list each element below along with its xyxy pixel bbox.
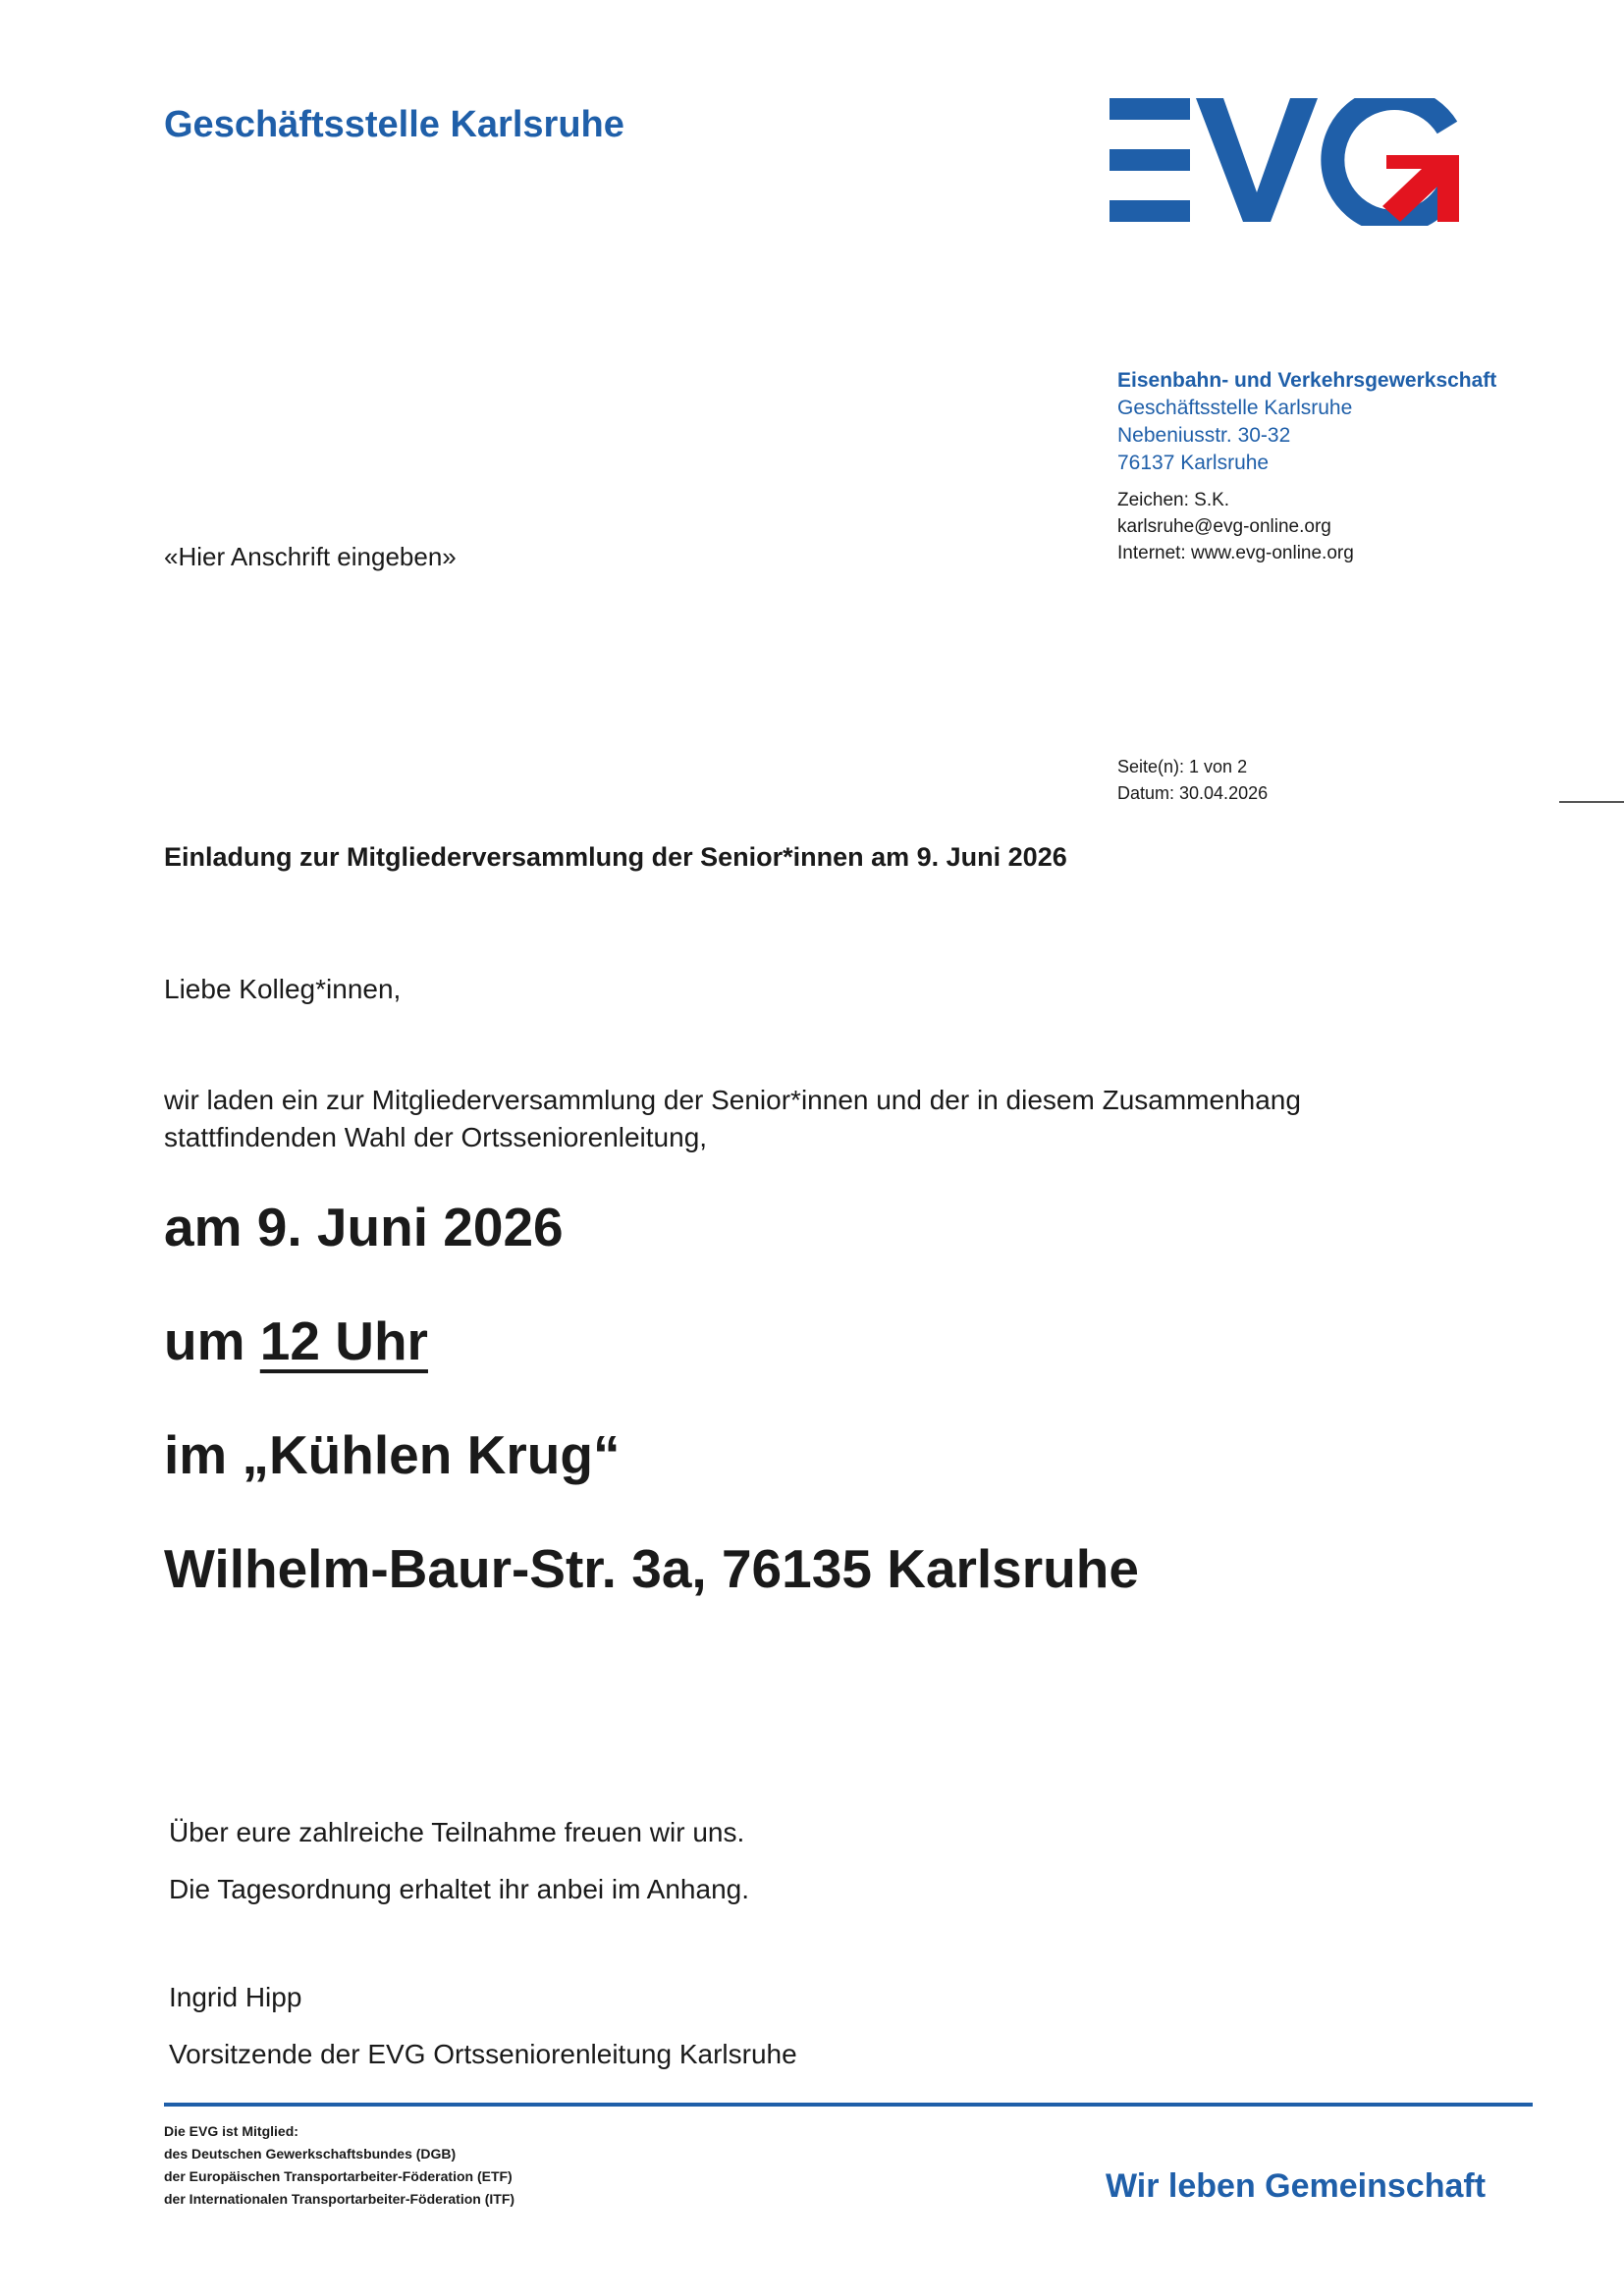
letter-subject: Einladung zur Mitgliederversammlung der Senior*innen am 9. Juni 2026	[164, 842, 1067, 872]
sender-web[interactable]: Internet: www.evg-online.org	[1117, 543, 1354, 563]
page-count: Seite(n): 1 von 2	[1117, 757, 1248, 776]
membership-title: Die EVG ist Mitglied:	[164, 2123, 298, 2139]
salutation: Liebe Kolleg*innen,	[164, 974, 402, 1004]
closing-paragraph	[169, 1804, 749, 1918]
sender-block	[1117, 367, 1496, 477]
membership-item: der Internationalen Transportarbeiter-Föderation (ITF)	[164, 2191, 515, 2207]
sender-org: Eisenbahn- und Verkehrsgewerkschaft	[1117, 369, 1497, 392]
signature-block	[169, 1969, 797, 2083]
fold-mark	[1559, 801, 1624, 803]
closing-line-1: Über eure zahlreiche Teilnahme freuen wir uns.	[169, 1817, 745, 1847]
membership-item: der Europäischen Transportarbeiter-Föderation (ETF)	[164, 2168, 513, 2184]
recipient-address-placeholder[interactable]: «Hier Anschrift eingeben»	[164, 542, 457, 571]
signer-name: Ingrid Hipp	[169, 1982, 302, 2012]
event-time-value: 12 Uhr	[259, 1310, 428, 1371]
signer-role: Vorsitzende der EVG Ortsseniorenleitung Karlsruhe	[169, 2039, 797, 2069]
office-title: Geschäftsstelle Karlsruhe	[164, 104, 624, 145]
intro-line-2: stattfindenden Wahl der Ortsseniorenleitung,	[164, 1122, 708, 1152]
event-place: im „Kühlen Krug“	[164, 1424, 621, 1485]
sender-office: Geschäftsstelle Karlsruhe	[1117, 397, 1353, 419]
sender-reference: Zeichen: S.K.	[1117, 490, 1230, 510]
sender-contact	[1117, 487, 1354, 566]
letter-date: Datum: 30.04.2026	[1117, 783, 1269, 803]
sender-email[interactable]: karlsruhe@evg-online.org	[1117, 516, 1331, 537]
letter-meta	[1117, 754, 1268, 807]
event-date: am 9. Juni 2026	[164, 1197, 564, 1257]
evg-logo	[1110, 98, 1463, 226]
closing-line-2: Die Tagesordnung erhaltet ihr anbei im Anhang.	[169, 1874, 749, 1904]
event-address: Wilhelm-Baur-Str. 3a, 76135 Karlsruhe	[164, 1538, 1139, 1599]
membership-info	[164, 2120, 514, 2211]
membership-item: des Deutschen Gewerkschaftsbundes (DGB)	[164, 2146, 457, 2162]
event-time	[164, 1309, 428, 1372]
footer-slogan: Wir leben Gemeinschaft	[1106, 2167, 1487, 2205]
sender-street: Nebeniusstr. 30-32	[1117, 424, 1291, 447]
intro-paragraph	[164, 1082, 1480, 1156]
event-time-prefix: um	[164, 1310, 245, 1371]
intro-line-1: wir laden ein zur Mitgliederversammlung der Senior*innen und der in diesem Zusammenhang	[164, 1085, 1301, 1115]
sender-city: 76137 Karlsruhe	[1117, 452, 1270, 474]
footer-divider	[164, 2103, 1533, 2107]
